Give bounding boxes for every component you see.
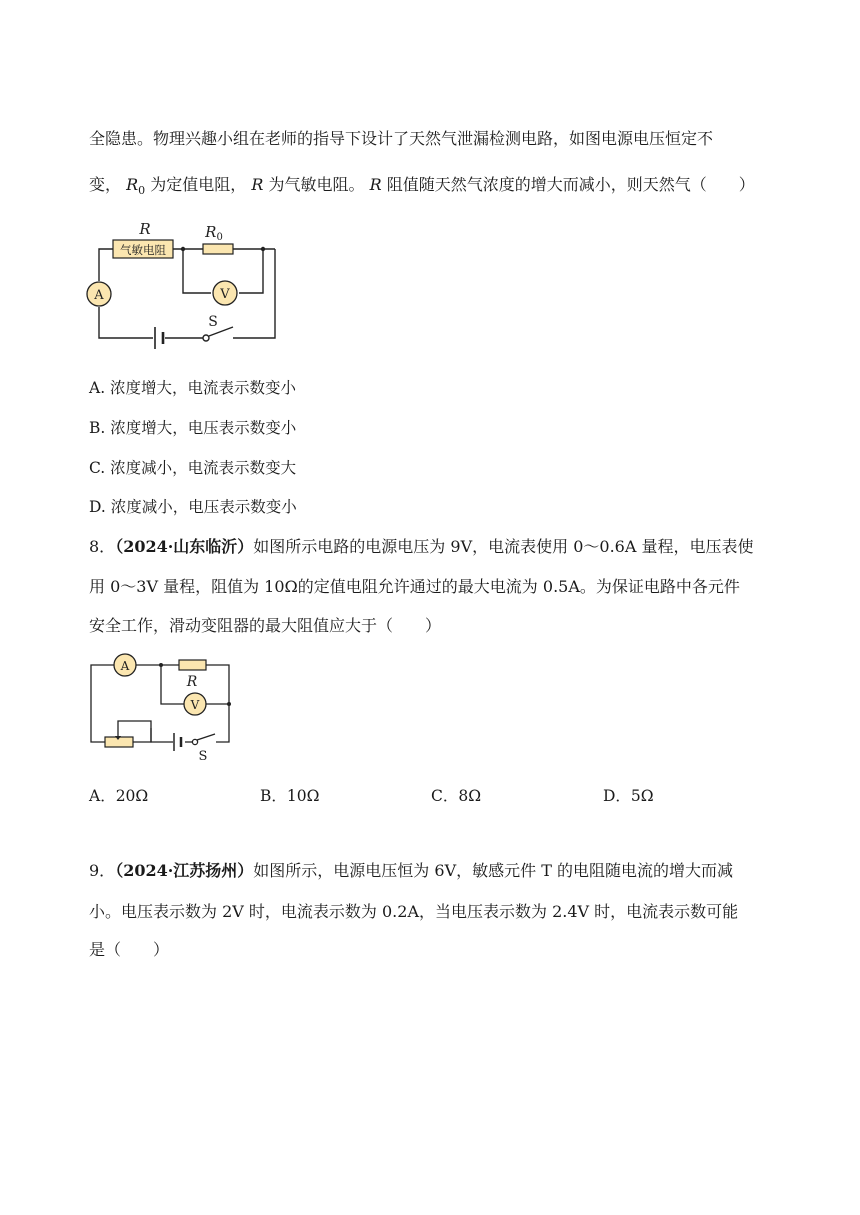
q9-number: 9． (89, 861, 116, 880)
q9-line1-rest: 如图所示，电源电压恒为 6V，敏感元件 T 的电阻随电流的增大而减 (253, 861, 733, 880)
q7-line2-part-d: 阻值随天然气浓度的增大而减小，则天然气（ ） (386, 175, 755, 194)
q7-text-line-2 (89, 172, 755, 197)
q7-line2-part-b: 为定值电阻， (150, 175, 247, 194)
q7-line2-part-c: 为气敏电阻。 (268, 175, 365, 194)
q8-option-a: A．20Ω (89, 787, 149, 805)
q7-circuit-diagram (85, 215, 285, 355)
q8-battery-icon (174, 733, 181, 751)
q8-line1-rest: 如图所示电路的电源电压为 9V，电流表使用 0～0.6A 量程，电压表使 (253, 537, 754, 556)
gas-sensor-label: 气敏电阻 (120, 243, 166, 257)
q7-option-a: A. 浓度增大，电流表示数变小 (89, 379, 297, 397)
q8-resistor-r (179, 660, 206, 670)
q7-option-b: B. 浓度增大，电压表示数变小 (89, 419, 297, 437)
q9-text-line-1 (89, 858, 733, 881)
q8-switch-label: S (198, 749, 208, 764)
q8-option-c: C．8Ω (431, 787, 482, 805)
switch-label: S (208, 314, 218, 330)
fixed-resistor-r0 (203, 244, 233, 254)
q7-line2-part-a: 变， (89, 175, 122, 194)
q7-option-d: D. 浓度减小，电压表示数变小 (89, 498, 297, 516)
q7-option-c: C. 浓度减小，电流表示数变大 (89, 459, 297, 477)
resistor-r-label: R (139, 220, 151, 238)
q8-ammeter-label: A (120, 659, 130, 673)
q8-source: （2024·山东临沂） (115, 537, 254, 556)
q8-text-line-3: 安全工作，滑动变阻器的最大阻值应大于（ ） (89, 616, 442, 635)
r0-label: $R_0$ (205, 223, 223, 243)
r-symbol: R (251, 175, 264, 194)
q9-text-line-2: 小。电压表示数为 2V 时，电流表示数为 0.2A，当电压表示数为 2.4V 时，电流表示数可能 (89, 902, 739, 921)
r0-subscript: 0 (138, 184, 146, 198)
voltmeter-label: V (220, 287, 230, 302)
ammeter-label: A (94, 288, 104, 303)
q8-circuit-diagram (85, 650, 245, 765)
battery-icon (155, 327, 163, 349)
q8-text-line-2: 用 0～3V 量程，阻值为 10Ω的定值电阻允许通过的最大电流为 0.5A。为保证电路中各元件 (89, 577, 740, 596)
q8-text-line-1 (89, 534, 753, 557)
q9-text-line-3: 是（ ） (89, 940, 170, 959)
q8-switch-icon (192, 734, 215, 745)
q8-voltmeter-label: V (190, 698, 200, 712)
q8-number: 8． (89, 537, 116, 556)
q7-text-line-1: 全隐患。物理兴趣小组在老师的指导下设计了天然气泄漏检测电路，如图电源电压恒定不 (89, 129, 714, 148)
r-symbol-2: R (369, 175, 382, 194)
q8-r-label: R (186, 674, 198, 690)
q9-source: （2024·江苏扬州） (115, 861, 254, 880)
q8-option-b: B．10Ω (260, 787, 320, 805)
q8-option-d: D．5Ω (603, 787, 654, 805)
r0-symbol: R (126, 175, 139, 194)
